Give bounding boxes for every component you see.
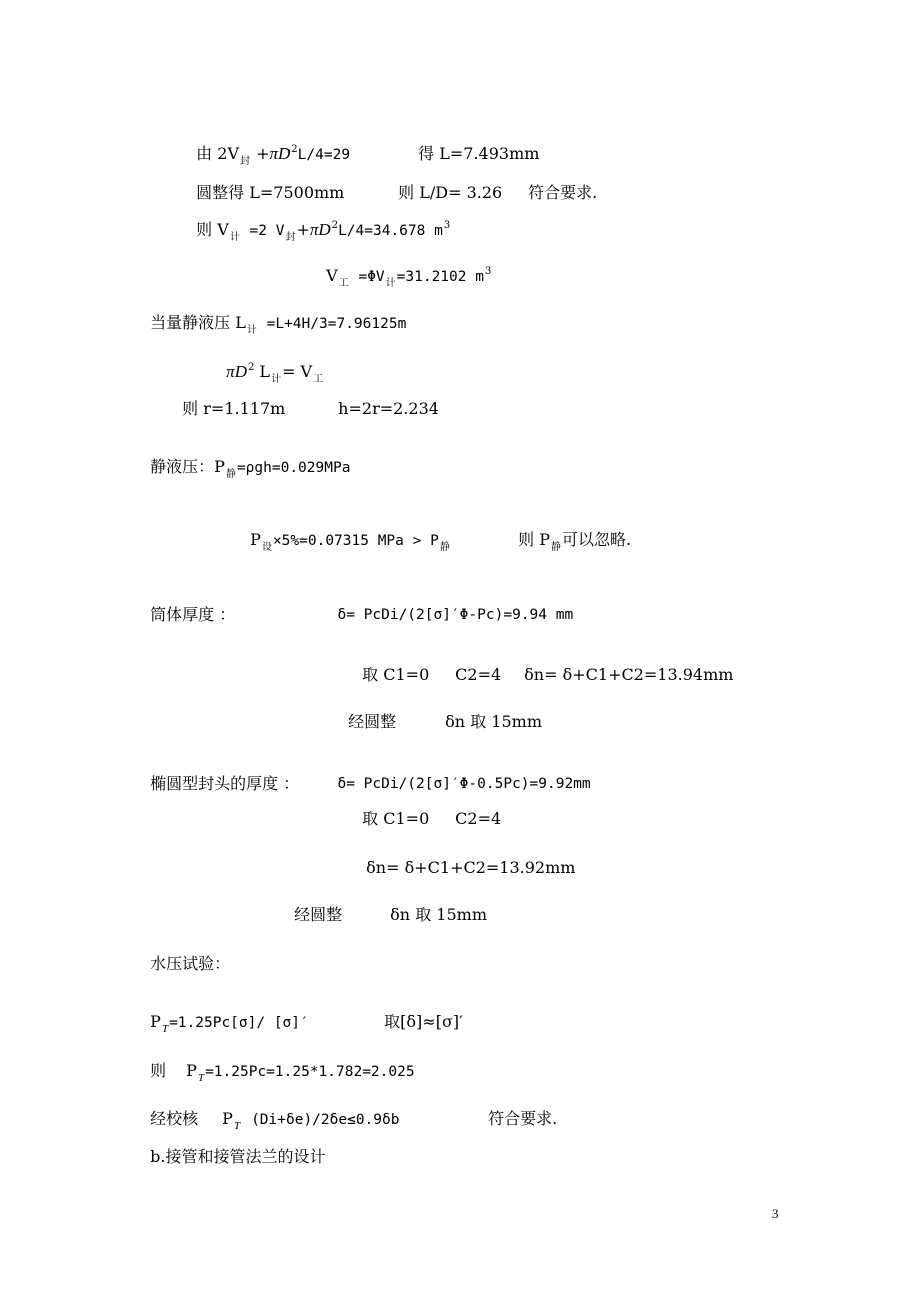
superscript: 2 [291,144,298,155]
subscript: 工 [313,374,324,385]
math-symbol: πD [309,220,331,239]
text: 经圆整 [348,712,397,731]
text: 当量静液压 L [150,313,246,332]
text-line-9-conclusion [508,510,631,553]
subscript: 静 [225,469,236,480]
text: 取 C1=0 [362,665,430,684]
subscript: 静 [439,542,450,553]
text: L/4=34.678 m [338,223,443,239]
text-line-2 [186,163,344,203]
subscript: T [197,1072,205,1084]
text-line-16-result [380,885,487,925]
subscript: 静 [551,542,562,553]
text: δn 取 15mm [390,905,487,924]
text-line-16 [284,885,342,925]
text: P [222,1109,233,1128]
text: δ= PcDi/(2[σ]′Φ-Pc)=9.94 mm [337,607,574,623]
text-line-20-conclusion [478,1089,557,1129]
text-line-14 [352,789,429,829]
text: δ= PcDi/(2[σ]′Φ-0.5Pc)=9.92mm [337,776,591,792]
text: 水压试验： [150,954,231,973]
text: b.接管和接管法兰的设计 [150,1147,326,1166]
text-line-20 [140,1089,198,1129]
text: =ΦV [349,269,385,285]
text: 经圆整 [294,905,343,924]
equation-line-19-value [176,1041,415,1083]
text-line-12 [338,692,396,732]
subscript: T [233,1120,241,1132]
equation-shell-thickness [320,585,573,625]
text: C2=4 [455,665,502,684]
text-line-2-conclusion [518,163,597,203]
text: δn= δ+C1+C2=13.94mm [524,665,734,684]
text: ×5%=0.07315 MPa > P [272,533,439,549]
text-line-12-result [435,692,542,732]
text: 则 P [518,530,551,549]
text-line-8 [140,437,350,480]
text: 则 [150,1061,167,1080]
text: 经校核 [150,1109,199,1128]
text-line-7-h [328,379,439,419]
text-line-11-dn [514,645,733,685]
text: δn= δ+C1+C2=13.92mm [366,858,576,877]
subscript: 计 [271,374,282,385]
text: =31.2102 m [396,269,484,285]
text-line-11 [352,645,429,685]
text: V [326,266,338,285]
superscript: 2 [331,220,339,231]
text-line-11-c2 [445,645,501,685]
superscript: 3 [443,220,451,231]
text: =1.25Pc[σ]/ [σ]′ [169,1015,309,1031]
text: =L+4H/3=7.96125m [257,316,407,332]
text: P [250,530,261,549]
text-line-5 [140,293,406,336]
equation-line-1 [186,124,350,167]
subscript: 计 [385,278,396,289]
equation-line-3 [186,200,450,243]
text: =1.25Pc=1.25*1.782=2.025 [205,1064,415,1080]
equation-line-18 [140,992,309,1034]
equation-line-18-note [374,992,463,1032]
text: 椭圆型封头的厚度 ： [150,774,300,793]
math-symbol: πD [269,144,291,163]
math-symbol: πD [226,362,247,381]
text: h=2r=2.234 [338,399,439,418]
text: (Di+δe)/2δe≤0.9δb [251,1112,400,1128]
text-line-2-ratio [388,163,502,203]
page-number: 3 [772,1206,779,1221]
text-line-15 [356,838,575,878]
subscript: 工 [338,278,349,289]
text: P [150,1012,161,1031]
equation-line-20 [212,1089,399,1131]
subscript: 设 [261,542,272,553]
text: C2=4 [455,809,502,828]
superscript: 3 [484,266,492,277]
text: 由 2V [196,144,239,163]
subscript: 计 [229,232,240,243]
heading-head-thickness [140,754,299,794]
text: 取[δ]≈[σ]′ [384,1012,463,1031]
text: L [254,362,271,381]
text: 则 V [196,220,229,239]
equation-line-1-result [408,124,539,164]
text: =ρgh=0.029MPa [236,460,351,476]
text: 可以忽略. [562,530,632,549]
text: 筒体厚度 ： [150,605,236,624]
text: 则 L/D= 3.26 [398,183,503,202]
text: =2 V [240,223,285,239]
superscript: 2 [247,362,255,373]
subscript: 封 [240,156,250,167]
text: 圆整得 L=7500mm [196,183,345,202]
text: 得 L=7.493mm [418,144,540,163]
text-line-9 [240,510,451,553]
subscript: 封 [285,232,296,243]
text: 符合要求. [528,183,598,202]
text: 则 r=1.117m [182,399,286,418]
text: 符合要求. [488,1109,558,1128]
text: + [251,144,270,163]
text: 取 C1=0 [362,809,430,828]
text: + [296,220,310,239]
text-line-14-c2 [445,789,501,829]
equation-line-4 [316,246,491,289]
equation-line-19 [140,1041,166,1081]
text: = V [282,362,313,381]
text-line-7 [172,379,285,419]
text: L/4=29 [297,147,351,163]
heading-shell-thickness [140,585,235,625]
text: 静液压：P [150,457,225,476]
heading-hydro-test [140,934,230,974]
equation-head-thickness [320,754,591,794]
text: P [186,1061,197,1080]
subscript: T [161,1023,169,1035]
text: δn 取 15mm [445,712,542,731]
subscript: 计 [246,325,257,336]
section-heading-nozzle-flange [140,1127,326,1167]
